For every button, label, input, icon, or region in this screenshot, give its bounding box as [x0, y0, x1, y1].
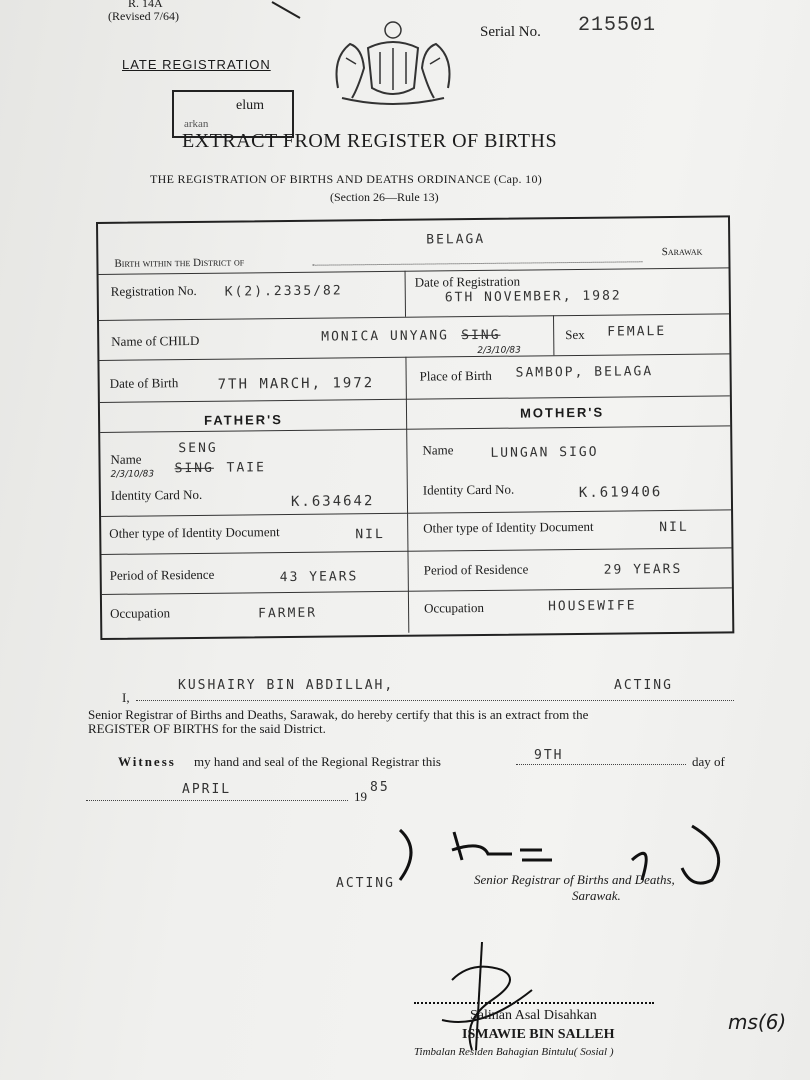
- mother-ic-value: K.619406: [578, 484, 663, 501]
- row-divider: [101, 547, 731, 555]
- sex-value: FEMALE: [607, 324, 667, 340]
- certify-text: Senior Registrar of Births and Deaths, Sarawak, do hereby certify that this is an extract from the: [88, 707, 589, 722]
- acting-label: ACTING: [614, 678, 673, 693]
- registrar-dotted-line: [136, 700, 734, 701]
- document-title: EXTRACT FROM REGISTER OF BIRTHS: [182, 130, 558, 152]
- father-occupation-label: Occupation: [110, 605, 171, 621]
- dob-label: Date of Birth: [109, 375, 179, 391]
- revised-label: (Revised 7/64): [108, 9, 179, 23]
- child-name-label: Name of CHILD: [111, 332, 200, 349]
- ordinance-label: THE REGISTRATION OF BIRTHS AND DEATHS ORDINANCE (Cap. 10): [150, 172, 543, 186]
- year-value: 85: [370, 780, 390, 795]
- mother-occupation-label: Occupation: [423, 599, 485, 616]
- coat-of-arms-icon: [328, 18, 458, 110]
- day-dotted-line: [516, 764, 686, 765]
- father-other-doc-label: Other type of Identity Document: [109, 524, 280, 541]
- pen-mark-icon: [270, 0, 310, 22]
- section-label: (Section 26—Rule 13): [330, 190, 439, 204]
- father-ic-label: Identity Card No.: [110, 486, 203, 503]
- sex-label: Sex: [565, 326, 585, 343]
- certified-copy-text: Salinan Asal Disahkan: [470, 1008, 597, 1023]
- signature-title-1: Senior Registrar of Births and Deaths,: [474, 872, 675, 887]
- register-text: REGISTER OF BIRTHS for the said District.: [88, 721, 326, 736]
- mother-ic-label: Identity Card No.: [422, 481, 515, 498]
- row-divider: [99, 313, 729, 321]
- mother-heading: MOTHER'S: [519, 404, 605, 421]
- mother-residence-label: Period of Residence: [423, 561, 529, 578]
- mother-other-doc-label: Other type of Identity Document: [423, 518, 594, 536]
- row-divider: [100, 425, 730, 433]
- row-divider: [100, 395, 730, 403]
- reg-date-value: 6TH NOVEMBER, 1982: [444, 288, 622, 306]
- late-registration-label: LATE REGISTRATION: [122, 57, 271, 72]
- reg-no-value: K(2).2335/82: [224, 283, 343, 300]
- father-ic-value: K.634642: [290, 493, 375, 510]
- serial-number: 215501: [578, 14, 657, 37]
- child-name-value: MONICA UNYANG: [321, 328, 450, 345]
- mother-name-label: Name: [422, 442, 454, 458]
- district-value: BELAGA: [426, 231, 486, 248]
- father-other-doc-value: NIL: [355, 526, 385, 543]
- month-dotted-line: [86, 800, 348, 801]
- col-divider: [405, 271, 406, 317]
- registrar-name: KUSHAIRY BIN ABDILLAH,: [178, 678, 395, 693]
- officer-title: Timbalan Residen Bahagian Bintulu( Sosial ): [414, 1046, 614, 1058]
- row-divider: [102, 587, 732, 595]
- district-dotted-line: [312, 261, 642, 265]
- mother-other-doc-value: NIL: [659, 519, 689, 536]
- day-of-label: day of: [692, 754, 725, 769]
- father-name-label: Name: [110, 451, 142, 467]
- father-residence-label: Period of Residence: [109, 566, 215, 583]
- father-occupation-value: FARMER: [258, 605, 318, 622]
- father-name-struck: SING: [174, 460, 214, 477]
- row-divider: [99, 353, 729, 361]
- handwritten-note: ms(6): [728, 1010, 787, 1034]
- reg-date-label: Date of Registration: [414, 273, 521, 290]
- stamp-text-2: arkan: [184, 118, 209, 130]
- witness-text: my hand and seal of the Regional Registrar this: [194, 754, 441, 769]
- child-name-correction-note: 2/3/10/83: [477, 345, 521, 357]
- col-divider: [553, 315, 554, 355]
- pob-value: SAMBOP, BELAGA: [515, 364, 654, 381]
- i-label: I,: [122, 690, 130, 705]
- officer-name: ISMAWIE BIN SALLEH: [462, 1027, 615, 1042]
- father-name-correction-note: 2/3/10/83: [110, 469, 155, 480]
- father-name-value-2: TAIE: [226, 460, 266, 476]
- acting-signature-label: ACTING: [336, 876, 395, 891]
- witness-label: Witness: [118, 754, 176, 769]
- state-label: Sarawak: [661, 245, 703, 259]
- pob-label: Place of Birth: [419, 367, 492, 384]
- row-divider: [101, 509, 731, 517]
- serial-label: Serial No.: [480, 24, 541, 40]
- father-name-value-1: SENG: [178, 440, 218, 457]
- birth-extract-form: [96, 215, 734, 640]
- signature-title-2: Sarawak.: [572, 888, 621, 903]
- reg-no-label: Registration No.: [110, 282, 197, 299]
- day-value: 9TH: [534, 748, 564, 763]
- dob-value: 7TH MARCH, 1972: [217, 375, 375, 393]
- mother-name-value: LUNGAN SIGO: [490, 444, 599, 461]
- form-code: R. 14A: [128, 0, 163, 10]
- father-heading: FATHER'S: [204, 412, 283, 428]
- district-label: Birth within the District of: [114, 256, 245, 270]
- year-prefix: 19: [354, 789, 367, 804]
- father-residence-value: 43 YEARS: [279, 569, 359, 586]
- mother-residence-value: 29 YEARS: [603, 561, 683, 578]
- stamp-dotted-line: [414, 1002, 654, 1004]
- month-value: APRIL: [182, 782, 232, 797]
- mother-occupation-value: HOUSEWIFE: [547, 598, 637, 615]
- stamp-text-1: elum: [236, 98, 264, 113]
- child-name-struck: SING: [461, 327, 501, 344]
